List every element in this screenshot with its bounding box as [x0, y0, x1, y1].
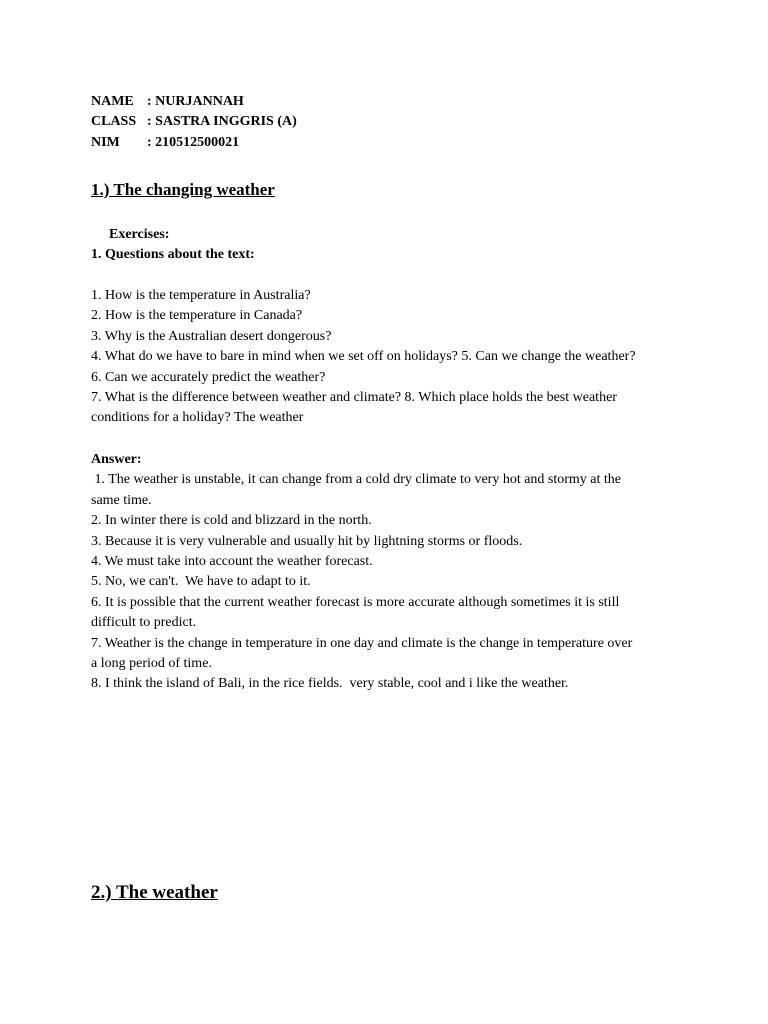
name-row — [91, 92, 691, 112]
answer-line: difficult to predict. — [91, 615, 197, 631]
nim-value: : 210512500021 — [147, 134, 240, 150]
answer-line: 2. In winter there is cold and blizzard in the north. — [91, 513, 372, 529]
name-value: : NURJANNAH — [147, 94, 244, 109]
questions-list — [91, 286, 691, 429]
question-line: 7. What is the difference between weather and climate? 8. Which place holds the best weather — [91, 390, 617, 406]
question-line: 4. What do we have to bare in mind when we set off on holidays? 5. Can we change the weather? — [91, 349, 636, 365]
question-line: 3. Why is the Australian desert dongerous? — [91, 328, 332, 344]
answer-line: 5. No, we can't. We have to adapt to it. — [91, 574, 311, 590]
question-line: 2. How is the temperature in Canada? — [91, 308, 303, 324]
answer-line: same time. — [91, 492, 152, 508]
answer-line: 4. We must take into account the weather forecast. — [91, 554, 373, 570]
class-label: CLASS — [91, 114, 137, 130]
answer-line: 3. Because it is very vulnerable and usually hit by lightning storms or floods. — [91, 533, 523, 549]
class-value: : SASTRA INGGRIS (A) — [147, 114, 297, 130]
question-line: 1. How is the temperature in Australia? — [91, 288, 311, 303]
question-line: 6. Can we accurately predict the weather? — [91, 369, 326, 385]
section-1-title: 1.) The changing weather — [91, 180, 275, 199]
name-label: NAME — [91, 94, 134, 109]
nim-row — [91, 133, 691, 153]
answer-label: Answer: — [91, 452, 142, 467]
answer-line: 1. The weather is unstable, it can change from a cold dry climate to very hot and stormy at the — [91, 472, 622, 488]
answer-line: 7. Weather is the change in temperature in one day and climate is the change in temperature over — [91, 635, 633, 651]
class-row — [91, 112, 691, 132]
answer-line: 8. I think the island of Bali, in the rice fields. very stable, cool and i like the weather. — [91, 676, 569, 692]
answer-line: a long period of time. — [91, 656, 212, 672]
student-info — [91, 92, 691, 153]
exercises-label: Exercises: — [109, 227, 170, 242]
question-line: conditions for a holiday? The weather — [91, 410, 304, 426]
section-2-title: 2.) The weather — [91, 882, 218, 903]
questions-heading: 1. Questions about the text: — [91, 247, 255, 263]
nim-label: NIM — [91, 134, 120, 150]
answers-list — [91, 450, 691, 695]
answer-line: 6. It is possible that the current weather forecast is more accurate although sometimes it is still — [91, 594, 620, 610]
exercises-heading-block — [91, 225, 691, 266]
